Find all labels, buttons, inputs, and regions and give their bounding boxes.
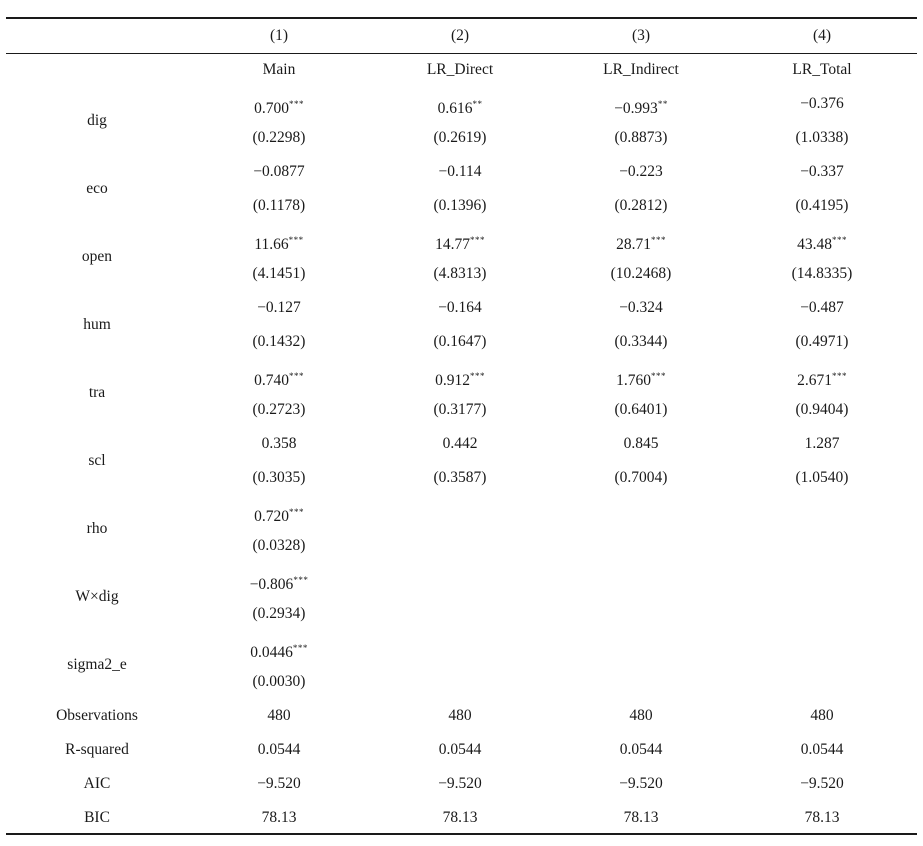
standard-error-value: (0.1647)	[433, 333, 487, 350]
coefficient-cell	[194, 359, 364, 393]
standard-error-value: (0.7004)	[614, 469, 668, 486]
variable-label	[7, 308, 187, 342]
standard-error-value: (0.2934)	[252, 605, 306, 622]
variable-label	[7, 444, 187, 478]
standard-error-value: (0.4971)	[795, 333, 849, 350]
coefficient-cell	[556, 155, 726, 189]
coefficient-cell	[556, 359, 726, 393]
column-name	[194, 53, 364, 87]
stat-value: 480	[810, 707, 834, 724]
coefficient-value: −0.164	[438, 299, 482, 316]
significance-stars: ***	[650, 371, 666, 381]
coefficient-value: −0.993	[614, 100, 658, 117]
standard-error-cell	[194, 325, 364, 359]
coefficient-cell	[375, 427, 545, 461]
standard-error-cell	[375, 257, 545, 291]
column-name-text: LR_Indirect	[603, 61, 679, 78]
stat-value: 78.13	[261, 809, 297, 826]
coefficient-value: −0.324	[619, 299, 663, 316]
significance-stars: ***	[293, 575, 309, 585]
standard-error-value: (14.8335)	[791, 265, 853, 282]
variable-label-text: dig	[87, 112, 107, 129]
coefficient-cell	[375, 359, 545, 393]
coefficient-value: 0.358	[261, 435, 297, 452]
standard-error-value: (0.2619)	[433, 129, 487, 146]
significance-stars: ***	[650, 235, 666, 245]
column-name-text: Main	[262, 61, 296, 78]
column-number-text: (2)	[450, 27, 470, 44]
standard-error-value: (10.2468)	[610, 265, 672, 282]
coefficient-value: 1.287	[804, 435, 840, 452]
standard-error-cell	[194, 189, 364, 223]
standard-error-cell	[375, 189, 545, 223]
coefficient-value: 0.0446	[250, 644, 293, 661]
standard-error-cell	[737, 461, 907, 495]
variable-label-text: hum	[83, 316, 111, 333]
coefficient-cell	[556, 87, 726, 121]
standard-error-value: (0.8873)	[614, 129, 668, 146]
variable-label-text: open	[81, 248, 113, 265]
coefficient-cell	[556, 427, 726, 461]
coefficient-cell	[375, 223, 545, 257]
column-number	[737, 19, 907, 53]
significance-stars: **	[472, 99, 483, 109]
significance-stars: ***	[288, 235, 304, 245]
column-number-text: (1)	[269, 27, 289, 44]
coefficient-cell	[194, 155, 364, 189]
coefficient-value: −0.337	[800, 163, 844, 180]
standard-error-value: (0.2812)	[614, 197, 668, 214]
significance-stars: ***	[292, 643, 308, 653]
coefficient-value: −0.806	[249, 576, 294, 593]
coefficient-cell	[194, 87, 364, 121]
coefficient-cell	[194, 495, 364, 529]
coefficient-value: 1.760	[616, 372, 651, 389]
stat-cell	[375, 699, 545, 733]
column-name	[556, 53, 726, 87]
standard-error-cell	[556, 393, 726, 427]
standard-error-cell	[556, 121, 726, 155]
column-name	[737, 53, 907, 87]
stat-value: 0.0544	[800, 741, 844, 758]
standard-error-value: (0.2298)	[252, 129, 306, 146]
standard-error-cell	[194, 597, 364, 631]
stat-label-text: AIC	[83, 775, 111, 792]
stat-value: 0.0544	[438, 741, 482, 758]
standard-error-value: (1.0540)	[795, 469, 849, 486]
coefficient-value: −0.223	[619, 163, 663, 180]
coefficient-cell	[556, 223, 726, 257]
column-number-text: (4)	[812, 27, 832, 44]
coefficient-cell	[737, 223, 907, 257]
standard-error-cell	[194, 257, 364, 291]
variable-label	[7, 172, 187, 206]
standard-error-value: (0.3035)	[252, 469, 306, 486]
coefficient-value: −0.376	[800, 95, 844, 112]
coefficient-cell	[737, 155, 907, 189]
standard-error-value: (0.9404)	[795, 401, 849, 418]
standard-error-cell	[194, 121, 364, 155]
standard-error-value: (0.3177)	[433, 401, 487, 418]
variable-label-text: sigma2_e	[67, 656, 127, 673]
coefficient-value: 14.77	[435, 236, 470, 253]
column-number-text: (3)	[631, 27, 651, 44]
variable-label-text: scl	[88, 452, 106, 469]
stat-cell	[556, 699, 726, 733]
stat-value: −9.520	[257, 775, 301, 792]
standard-error-cell	[375, 121, 545, 155]
standard-error-cell	[737, 325, 907, 359]
stat-cell	[737, 767, 907, 801]
stat-cell	[375, 767, 545, 801]
standard-error-cell	[737, 189, 907, 223]
standard-error-cell	[556, 325, 726, 359]
significance-stars: ***	[831, 371, 847, 381]
standard-error-value: (0.4195)	[795, 197, 849, 214]
coefficient-cell	[194, 563, 364, 597]
standard-error-value: (1.0338)	[795, 129, 849, 146]
stat-cell	[194, 699, 364, 733]
stat-cell	[556, 733, 726, 767]
standard-error-cell	[737, 121, 907, 155]
standard-error-value: (4.8313)	[433, 265, 487, 282]
column-number	[375, 19, 545, 53]
variable-label-text: rho	[86, 520, 108, 537]
column-name-text: LR_Total	[792, 61, 852, 78]
stat-label	[7, 699, 187, 733]
stat-label	[7, 767, 187, 801]
variable-label	[7, 580, 187, 614]
column-name-text: LR_Direct	[426, 61, 494, 78]
coefficient-cell	[737, 427, 907, 461]
coefficient-cell	[375, 87, 545, 121]
stat-value: −9.520	[438, 775, 482, 792]
coefficient-cell	[194, 427, 364, 461]
standard-error-value: (0.1432)	[252, 333, 306, 350]
significance-stars: ***	[831, 235, 847, 245]
coefficient-cell	[556, 291, 726, 325]
stat-label	[7, 801, 187, 835]
stat-label-text: R-squared	[65, 741, 129, 758]
coefficient-cell	[737, 359, 907, 393]
standard-error-value: (4.1451)	[252, 265, 306, 282]
stat-cell	[737, 699, 907, 733]
standard-error-cell	[556, 189, 726, 223]
coefficient-value: 2.671	[797, 372, 832, 389]
standard-error-value: (0.3587)	[433, 469, 487, 486]
variable-label	[7, 648, 187, 682]
coefficient-value: 0.720	[254, 508, 289, 525]
stat-value: 480	[448, 707, 472, 724]
stat-cell	[194, 767, 364, 801]
variable-label-text: eco	[86, 180, 108, 197]
coefficient-value: 11.66	[254, 236, 289, 253]
stat-label-text: BIC	[84, 809, 110, 826]
standard-error-cell	[556, 257, 726, 291]
standard-error-cell	[194, 665, 364, 699]
stat-cell	[375, 733, 545, 767]
variable-label-text: W×dig	[75, 588, 119, 605]
stat-value: 78.13	[804, 809, 840, 826]
stat-value: 78.13	[442, 809, 478, 826]
coefficient-value: −0.127	[257, 299, 301, 316]
variable-label	[7, 512, 187, 546]
coefficient-cell	[737, 87, 907, 121]
coefficient-cell	[194, 631, 364, 665]
standard-error-value: (0.0328)	[252, 537, 306, 554]
coefficient-value: 0.845	[623, 435, 659, 452]
variable-label-text: tra	[88, 384, 106, 401]
significance-stars: ***	[288, 99, 304, 109]
standard-error-value: (0.0030)	[252, 673, 306, 690]
stat-value: 0.0544	[619, 741, 663, 758]
stat-value: 0.0544	[257, 741, 301, 758]
significance-stars: ***	[288, 371, 304, 381]
stat-cell	[194, 733, 364, 767]
coefficient-cell	[737, 291, 907, 325]
standard-error-value: (0.1396)	[433, 197, 487, 214]
stat-cell	[556, 767, 726, 801]
coefficient-cell	[375, 291, 545, 325]
standard-error-cell	[737, 393, 907, 427]
stat-cell	[556, 801, 726, 835]
significance-stars: ***	[469, 371, 485, 381]
standard-error-value: (0.1178)	[252, 197, 306, 214]
coefficient-value: 43.48	[797, 236, 832, 253]
standard-error-cell	[556, 461, 726, 495]
significance-stars: ***	[288, 507, 304, 517]
coefficient-value: 28.71	[616, 236, 651, 253]
variable-label	[7, 104, 187, 138]
column-number	[556, 19, 726, 53]
coefficient-value: 0.700	[254, 100, 289, 117]
standard-error-cell	[375, 393, 545, 427]
stat-label-text: Observations	[56, 707, 138, 724]
significance-stars: ***	[469, 235, 485, 245]
coefficient-cell	[194, 223, 364, 257]
standard-error-value: (0.3344)	[614, 333, 668, 350]
variable-label	[7, 376, 187, 410]
standard-error-cell	[375, 325, 545, 359]
coefficient-value: −0.0877	[253, 163, 305, 180]
coefficient-value: −0.487	[800, 299, 844, 316]
standard-error-cell	[194, 393, 364, 427]
stat-value: −9.520	[800, 775, 844, 792]
coefficient-value: −0.114	[438, 163, 482, 180]
standard-error-value: (0.6401)	[614, 401, 668, 418]
standard-error-cell	[375, 461, 545, 495]
stat-cell	[737, 733, 907, 767]
coefficient-value: 0.912	[435, 372, 470, 389]
stat-value: 480	[629, 707, 653, 724]
stat-value: 480	[267, 707, 291, 724]
coefficient-value: 0.616	[437, 100, 473, 117]
standard-error-cell	[737, 257, 907, 291]
significance-stars: **	[657, 99, 668, 109]
column-name	[375, 53, 545, 87]
stat-cell	[737, 801, 907, 835]
coefficient-value: 0.740	[254, 372, 289, 389]
variable-label	[7, 240, 187, 274]
column-number	[194, 19, 364, 53]
stat-cell	[194, 801, 364, 835]
standard-error-cell	[194, 461, 364, 495]
stat-value: −9.520	[619, 775, 663, 792]
coefficient-cell	[375, 155, 545, 189]
coefficient-cell	[194, 291, 364, 325]
stat-value: 78.13	[623, 809, 659, 826]
stat-label	[7, 733, 187, 767]
stat-cell	[375, 801, 545, 835]
standard-error-value: (0.2723)	[252, 401, 306, 418]
standard-error-cell	[194, 529, 364, 563]
coefficient-value: 0.442	[442, 435, 478, 452]
